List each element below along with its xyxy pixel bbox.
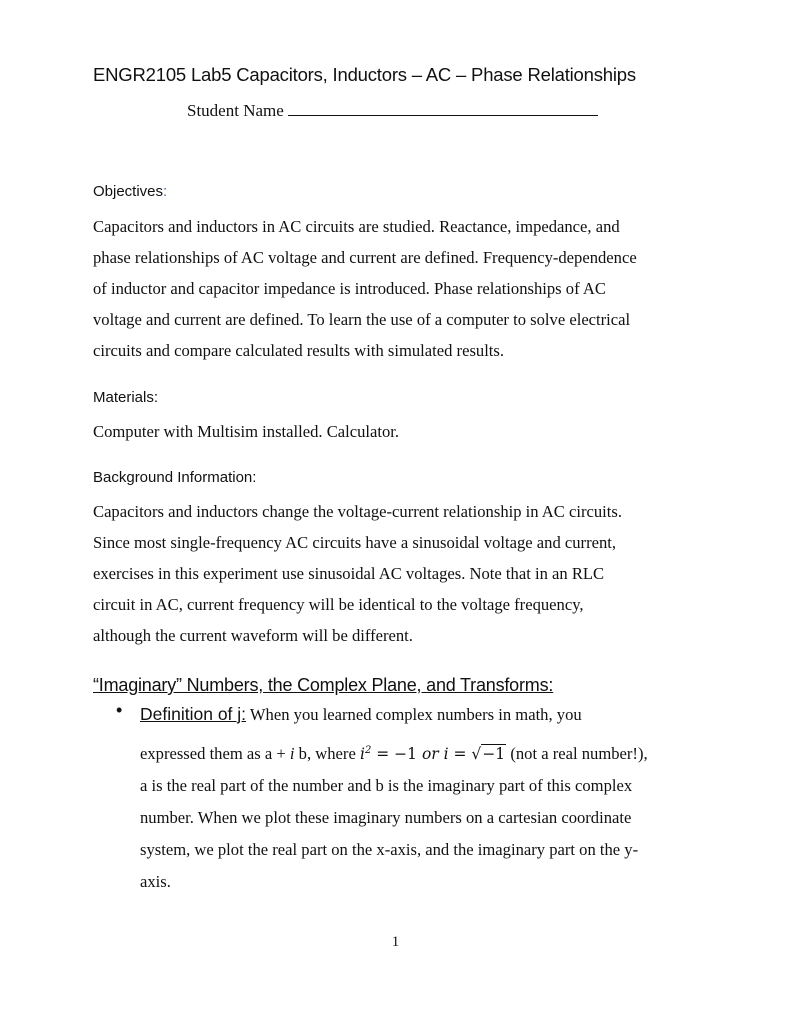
bullet-line: a is the real part of the number and b is the imaginary part of this complex <box>140 776 633 796</box>
objectives-line: circuits and compare calculated results with simulated results. <box>93 341 505 360</box>
definition-term: Definition of j: <box>140 704 247 724</box>
imaginary-numbers-section-title: “Imaginary” Numbers, the Complex Plane, and Transforms: <box>93 675 554 695</box>
objectives-line: Capacitors and inductors in AC circuits are studied. Reactance, impedance, and <box>93 217 620 236</box>
student-name-label: Student Name <box>187 101 284 120</box>
page-number: 1 <box>391 934 400 950</box>
objectives-line: voltage and current are defined. To learn the use of a computer to solve electrical <box>93 310 631 329</box>
background-paragraph <box>93 496 703 651</box>
math-equals-2: = <box>448 745 472 764</box>
bullet-line <box>140 735 710 770</box>
bullet-line <box>140 698 710 731</box>
objectives-heading <box>93 183 167 200</box>
document-title: ENGR2105 Lab5 Capacitors, Inductors – AC – Phase Relationships <box>93 64 636 85</box>
bullet-dot-icon: • <box>116 700 123 720</box>
sqrt-radicand: −1 <box>482 745 506 764</box>
math-i: i <box>289 744 295 764</box>
math-expression <box>360 745 506 763</box>
background-line: although the current waveform will be different. <box>93 626 413 645</box>
background-heading: Background Information: <box>93 469 257 486</box>
background-line: Since most single-frequency AC circuits have a sinusoidal voltage and current, <box>93 533 617 552</box>
materials-heading: Materials: <box>93 389 159 406</box>
objectives-line: of inductor and capacitor impedance is introduced. Phase relationships of AC <box>93 279 606 298</box>
materials-paragraph <box>93 416 703 447</box>
math-exponent: 2 <box>364 745 372 756</box>
bullet-line: number. When we plot these imaginary numbers on a cartesian coordinate <box>140 808 632 828</box>
bullet-line: axis. <box>140 872 171 892</box>
background-line: exercises in this experiment use sinusoidal AC voltages. Note that in an RLC <box>93 564 605 583</box>
bullet-line-text: expressed them as a + <box>140 744 290 764</box>
bullet-line-text: (not a real number!), <box>506 744 648 764</box>
materials-line: Computer with Multisim installed. Calculator. <box>93 422 400 441</box>
background-line: Capacitors and inductors change the voltage-current relationship in AC circuits. <box>93 502 622 521</box>
sqrt-symbol: √ <box>471 745 482 764</box>
math-lhs: i <box>359 745 365 764</box>
bullet-line-text: b, where <box>294 744 360 764</box>
student-name-field[interactable] <box>187 100 598 121</box>
bullet-line: system, we plot the real part on the x-axis, and the imaginary part on the y- <box>140 840 639 860</box>
objectives-heading-text: Objectives <box>93 183 164 200</box>
math-equals: = −1 <box>371 745 422 764</box>
student-name-blank[interactable] <box>288 100 598 116</box>
math-or: or i <box>421 745 449 764</box>
objectives-line: phase relationships of AC voltage and current are defined. Frequency-dependence <box>93 248 637 267</box>
bullet-line-text: When you learned complex numbers in math, you <box>246 705 582 724</box>
objectives-heading-colon: : <box>163 183 168 200</box>
objectives-paragraph <box>93 211 703 366</box>
background-line: circuit in AC, current frequency will be identical to the voltage frequency, <box>93 595 584 614</box>
definition-of-j-bullet <box>140 698 710 898</box>
sqrt-icon <box>471 744 506 763</box>
